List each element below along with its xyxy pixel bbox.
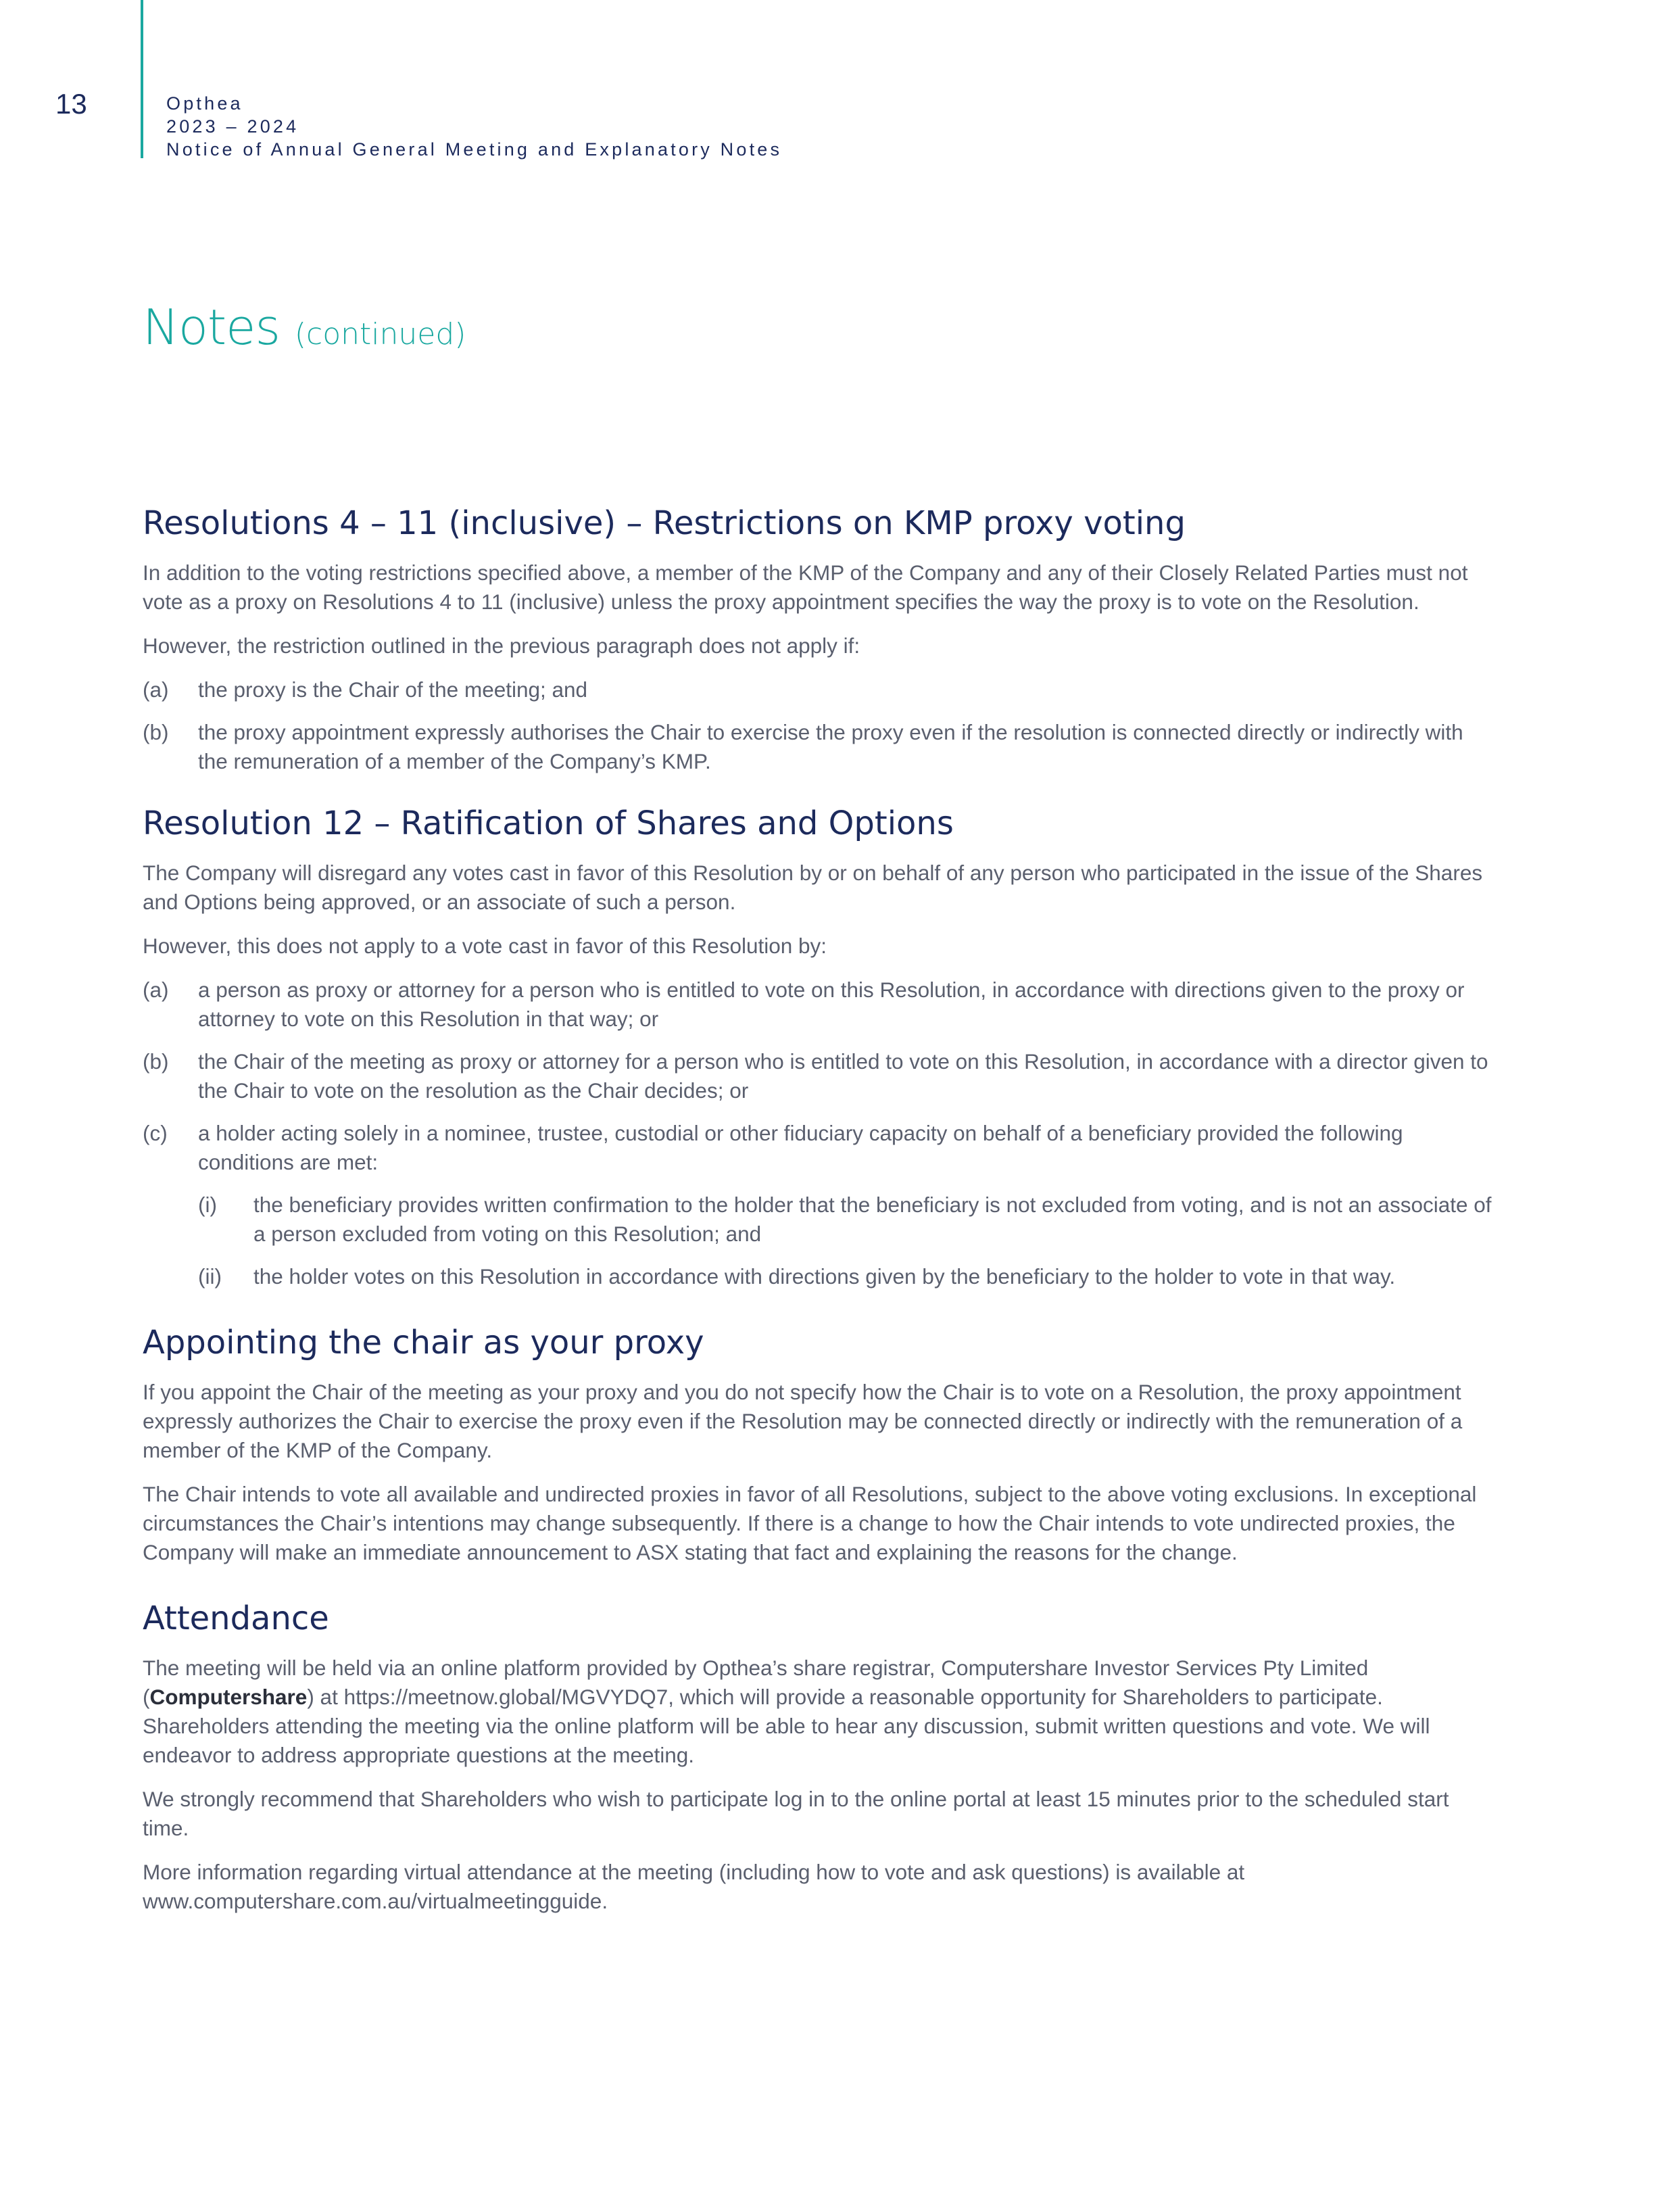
section-kmp-proxy-voting: [143, 503, 1494, 776]
page-title-main: Notes: [143, 299, 280, 356]
list-item: [143, 1119, 1494, 1177]
paragraph: If you appoint the Chair of the meeting as your proxy and you do not specify how the Chair is to vote on a Resolution, the proxy appointment expressly authorizes the Chair to exercise the proxy even if the Resolution may be connected directly or indirectly with the remuneration of a member of the KMP of the Company.: [143, 1380, 1463, 1462]
paragraph: We strongly recommend that Shareholders who wish to participate log in to the online portal at least 15 minutes prior to the scheduled start time.: [143, 1787, 1449, 1840]
paragraph: However, this does not apply to a vote cast in favor of this Resolution by:: [143, 934, 827, 958]
page-number: 13: [55, 88, 87, 120]
paragraph: [143, 1654, 1494, 1770]
list-text: the proxy appointment expressly authorises the Chair to exercise the proxy even if the resolution is connected directly or indirectly with the remuneration of a member of the Company’s KMP.: [198, 720, 1463, 773]
report-years: 2023 – 2024: [166, 116, 299, 137]
sub-list-item: [198, 1262, 1494, 1291]
paragraph: The Company will disregard any votes cast in favor of this Resolution by or on behalf of any person who participated in the issue of the Shares and Options being approved, or an associate of such a person.: [143, 861, 1483, 914]
paragraph: In addition to the voting restrictions specified above, a member of the KMP of the Company and any of their Closely Related Parties must not vote as a proxy on Resolutions 4 to 11 (inclusive) unless the proxy appointment specifies the way the proxy is to vote on the Resolution.: [143, 560, 1468, 614]
document-header: [166, 92, 782, 161]
paragraph: However, the restriction outlined in the previous paragraph does not apply if:: [143, 633, 860, 658]
text-run: The meeting will be held via an online platform provided by Opthea’s share registrar, Computershare Investor Services Pty Limited (: [143, 1656, 1369, 1709]
list-item: [143, 976, 1494, 1034]
list-marker: (a): [143, 677, 169, 702]
section-ratification: [143, 803, 1494, 1291]
paragraph: More information regarding virtual attendance at the meeting (including how to vote and ask questions) is available at www.computershare.com.au/virtualmeetingguide.: [143, 1860, 1245, 1913]
company-name: Opthea: [166, 93, 243, 114]
section-heading: Resolution 12 – Ratification of Shares and Options: [143, 804, 954, 842]
bold-term: Computershare: [149, 1685, 308, 1709]
list-marker: (a): [143, 978, 169, 1002]
page-title-sub: (continued): [294, 317, 466, 352]
sub-list-item: [198, 1191, 1494, 1249]
list-marker: (ii): [198, 1264, 222, 1289]
section-attendance: [143, 1598, 1494, 1916]
section-heading: Appointing the chair as your proxy: [143, 1324, 704, 1362]
text-run: ) at https://meetnow.global/MGVYDQ7, which will provide a reasonable opportunity for Shareholders to participate. Shareholders attending the meeting via the online platform will be able to hear any discussion, submit written questions and vote. We will endeavor to address appropriate questions at the meeting.: [143, 1685, 1430, 1767]
list-text: the Chair of the meeting as proxy or attorney for a person who is entitled to vote on this Resolution, in accordance with a director given to the Chair to vote on the resolution as the Chair decides; or: [198, 1049, 1488, 1103]
list-item: [143, 718, 1494, 776]
main-content: [143, 503, 1494, 1947]
list-item: [143, 1047, 1494, 1105]
list-marker: (c): [143, 1121, 168, 1145]
list-item: [143, 675, 1494, 704]
list-text: the proxy is the Chair of the meeting; and: [198, 677, 588, 702]
list-text: a holder acting solely in a nominee, trustee, custodial or other fiduciary capacity on behalf of a beneficiary provided the following conditions are met:: [198, 1121, 1403, 1174]
list-text: the beneficiary provides written confirmation to the holder that the beneficiary is not excluded from voting, and is not an associate of a person excluded from voting on this Resolution; and: [253, 1193, 1492, 1246]
page-title: [143, 299, 466, 356]
list-text: the holder votes on this Resolution in accordance with directions given by the beneficiary to the holder to vote in that way.: [253, 1264, 1396, 1289]
list-text: a person as proxy or attorney for a person who is entitled to vote on this Resolution, in accordance with directions given to the proxy or attorney to vote on this Resolution in that way; or: [198, 978, 1465, 1031]
document-title: Notice of Annual General Meeting and Explanatory Notes: [166, 139, 783, 160]
list-marker: (i): [198, 1193, 217, 1217]
section-heading: Resolutions 4 – 11 (inclusive) – Restrictions on KMP proxy voting: [143, 504, 1186, 542]
section-heading: Attendance: [143, 1600, 329, 1637]
list-marker: (b): [143, 1049, 169, 1074]
paragraph: The Chair intends to vote all available and undirected proxies in favor of all Resolutions, subject to the above voting exclusions. In exceptional circumstances the Chair’s intentions may change subsequently. If there is a change to how the Chair intends to vote undirected proxies, the Company will make an immediate announcement to ASX stating that fact and explaining the reasons for the change.: [143, 1482, 1477, 1564]
list-marker: (b): [143, 720, 169, 744]
header-divider: [141, 0, 143, 158]
section-appointing-chair: [143, 1322, 1494, 1567]
